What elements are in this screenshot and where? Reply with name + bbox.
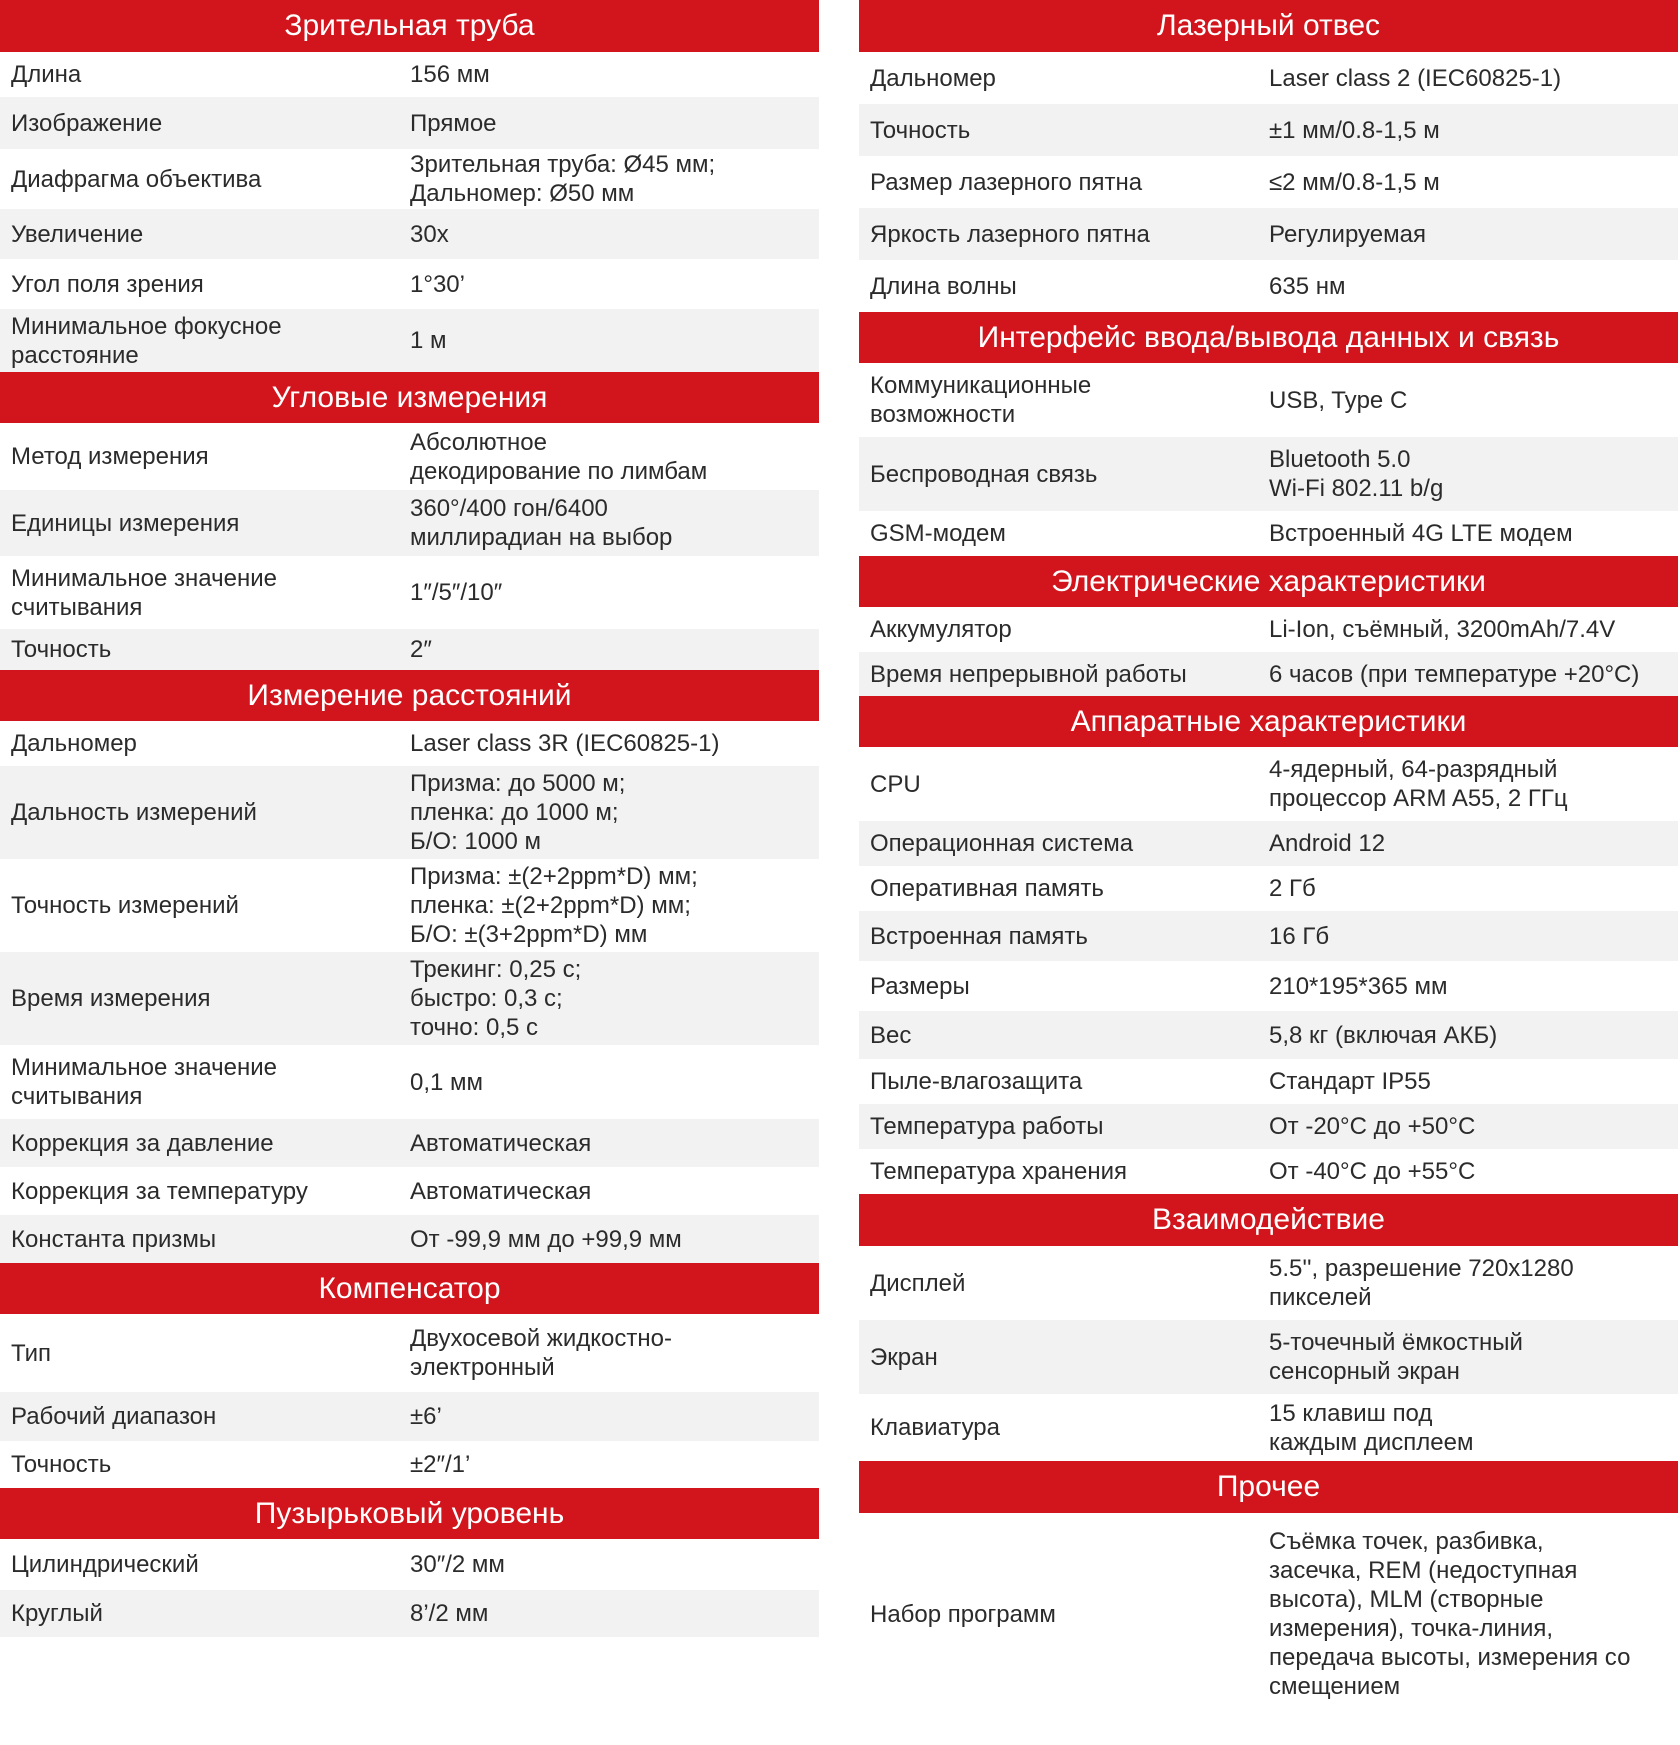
- spec-row: [0, 1167, 819, 1215]
- spec-row: [859, 208, 1678, 260]
- spec-label: Коррекция за температуру: [11, 1177, 308, 1205]
- spec-row: [859, 363, 1678, 437]
- spec-label: Дальномер: [11, 730, 137, 757]
- right-spec-column: [859, 0, 1678, 1715]
- spec-value: 8’/2 мм: [410, 1600, 489, 1627]
- spec-section: [859, 696, 1678, 1194]
- spec-row: [859, 747, 1678, 821]
- spec-value: 15 клавиш под каждым дисплеем: [1269, 1399, 1474, 1456]
- spec-label: Размер лазерного пятна: [870, 168, 1143, 196]
- spec-value: 16 Гб: [1269, 922, 1330, 950]
- spec-label: Коммуникационные возможности: [870, 372, 1092, 428]
- spec-row: [859, 1149, 1678, 1194]
- section-header: Угловые измерения: [0, 372, 819, 423]
- spec-row: [0, 259, 819, 309]
- spec-label: Встроенная память: [870, 922, 1088, 950]
- spec-value: 210*195*365 мм: [1269, 972, 1448, 1000]
- spec-section: [859, 556, 1678, 696]
- spec-row: [0, 423, 819, 490]
- spec-value: Зрительная труба: Ø45 мм; Дальномер: Ø50 мм: [410, 151, 716, 207]
- spec-value: Призма: до 5000 м; пленка: до 1000 м; Б/О: 1000 м: [410, 770, 626, 855]
- spec-label: Диафрагма объектива: [11, 165, 262, 193]
- spec-value: Стандарт IP55: [1269, 1068, 1431, 1095]
- spec-value: 30″/2 мм: [410, 1551, 505, 1578]
- spec-row: [859, 961, 1678, 1011]
- spec-row: [859, 1011, 1678, 1059]
- spec-value: Прямое: [410, 109, 497, 137]
- spec-label: Вес: [870, 1021, 912, 1049]
- spec-label: CPU: [870, 770, 921, 798]
- spec-row: [859, 1320, 1678, 1394]
- spec-value: Абсолютное декодирование по лимбам: [410, 428, 708, 485]
- spec-label: Минимальное значение считывания: [11, 1054, 277, 1110]
- spec-row: [859, 1059, 1678, 1104]
- spec-row: [859, 607, 1678, 652]
- spec-row: [0, 556, 819, 629]
- spec-section: [859, 1461, 1678, 1715]
- spec-label: Дальномер: [870, 64, 996, 92]
- section-header: Прочее: [859, 1461, 1678, 1513]
- spec-label: Минимальное фокусное расстояние: [11, 312, 282, 369]
- spec-row: [0, 629, 819, 670]
- section-header: Компенсатор: [0, 1263, 819, 1314]
- spec-row: [0, 1441, 819, 1488]
- left-spec-column: [0, 0, 819, 1637]
- spec-row: [0, 52, 819, 97]
- spec-label: Коррекция за давление: [11, 1129, 274, 1157]
- section-header: Интерфейс ввода/вывода данных и связь: [859, 312, 1678, 363]
- spec-label: Операционная система: [870, 830, 1134, 857]
- spec-label: Пыле-влагозащита: [870, 1068, 1083, 1095]
- spec-label: Рабочий диапазон: [11, 1403, 217, 1430]
- spec-label: Время измерения: [11, 985, 211, 1012]
- spec-value: Автоматическая: [410, 1129, 592, 1157]
- spec-value: 1″/5″/10″: [410, 579, 503, 606]
- section-header: Лазерный отвес: [859, 0, 1678, 52]
- spec-value: 6 часов (при температуре +20°C): [1269, 660, 1640, 688]
- spec-label: Беспроводная связь: [870, 460, 1098, 488]
- spec-label: Длина: [11, 61, 82, 88]
- spec-row: [859, 104, 1678, 156]
- spec-value: От -40°C до +55°C: [1269, 1158, 1476, 1185]
- spec-row: [0, 1119, 819, 1167]
- spec-value: 1°30’: [410, 270, 465, 298]
- section-header: Зрительная труба: [0, 0, 819, 52]
- spec-value: От -20°C до +50°C: [1269, 1113, 1476, 1140]
- spec-value: ±1 мм/0.8-1,5 м: [1269, 116, 1440, 144]
- spec-value: 4-ядерный, 64-разрядный процессор ARM A55, 2 ГГц: [1269, 756, 1568, 812]
- spec-row: [859, 1246, 1678, 1320]
- spec-value: 30х: [410, 220, 449, 248]
- spec-value: 5-точечный ёмкостный сенсорный экран: [1269, 1329, 1523, 1385]
- section-header: Взаимодействие: [859, 1194, 1678, 1246]
- spec-value: Двухосевой жидкостно- электронный: [410, 1325, 672, 1381]
- spec-row: [0, 97, 819, 149]
- spec-value: Съёмка точек, разбивка, засечка, REM (недоступная высота), MLM (створные измерения), точка-линия, передача высоты, измерения со смещением: [1269, 1528, 1631, 1700]
- spec-value: 156 мм: [410, 61, 490, 88]
- spec-value: Bluetooth 5.0 Wi-Fi 802.11 b/g: [1269, 446, 1444, 502]
- spec-section: [859, 0, 1678, 312]
- spec-label: Набор программ: [870, 1600, 1056, 1628]
- spec-value: 1 м: [410, 327, 447, 354]
- spec-label: Яркость лазерного пятна: [870, 220, 1150, 248]
- spec-value: 360°/400 гон/6400 миллирадиан на выбор: [410, 495, 673, 551]
- spec-value: 2 Гб: [1269, 875, 1316, 902]
- spec-label: Температура работы: [870, 1113, 1104, 1140]
- spec-row: [859, 52, 1678, 104]
- spec-value: Трекинг: 0,25 с; быстро: 0,3 с; точно: 0,5 с: [410, 956, 582, 1041]
- spec-value: Регулируемая: [1269, 220, 1426, 248]
- spec-row: [0, 1590, 819, 1637]
- spec-row: [859, 652, 1678, 696]
- spec-value: 5,8 кг (включая АКБ): [1269, 1021, 1498, 1049]
- spec-row: [0, 149, 819, 209]
- spec-label: Аккумулятор: [870, 616, 1012, 643]
- spec-label: Температура хранения: [870, 1158, 1127, 1185]
- spec-value: 5.5'', разрешение 720x1280 пикселей: [1269, 1255, 1574, 1311]
- section-header: Измерение расстояний: [0, 670, 819, 721]
- spec-label: Увеличение: [11, 220, 144, 248]
- spec-row: [0, 1539, 819, 1590]
- section-header: Аппаратные характеристики: [859, 696, 1678, 747]
- spec-row: [859, 511, 1678, 556]
- spec-label: Точность: [11, 1451, 112, 1478]
- spec-label: Клавиатура: [870, 1414, 1000, 1441]
- spec-label: Точность: [11, 636, 112, 663]
- spec-value: ≤2 мм/0.8-1,5 м: [1269, 168, 1440, 196]
- spec-label: Размеры: [870, 972, 970, 1000]
- spec-label: Тип: [11, 1339, 52, 1367]
- spec-label: Константа призмы: [11, 1225, 217, 1253]
- spec-row: [0, 309, 819, 372]
- spec-section: [859, 1194, 1678, 1461]
- spec-value: 2″: [410, 636, 432, 663]
- spec-label: Единицы измерения: [11, 509, 240, 537]
- spec-row: [0, 1215, 819, 1263]
- spec-label: Минимальное значение считывания: [11, 564, 277, 621]
- spec-row: [859, 1394, 1678, 1461]
- spec-value: Li-Ion, съёмный, 3200mAh/7.4V: [1269, 616, 1616, 643]
- spec-row: [859, 156, 1678, 208]
- spec-row: [859, 1104, 1678, 1149]
- spec-row: [0, 859, 819, 952]
- spec-label: Угол поля зрения: [11, 270, 204, 298]
- spec-row: [859, 437, 1678, 511]
- spec-row: [0, 490, 819, 556]
- spec-value: 0,1 мм: [410, 1068, 484, 1096]
- spec-label: Круглый: [11, 1600, 103, 1627]
- spec-label: Экран: [870, 1343, 938, 1371]
- spec-row: [0, 766, 819, 859]
- spec-label: Точность измерений: [11, 892, 239, 919]
- spec-value: ±2″/1’: [410, 1451, 471, 1478]
- spec-row: [0, 721, 819, 766]
- spec-row: [859, 260, 1678, 312]
- spec-value: Laser class 2 (IEC60825-1): [1269, 64, 1562, 92]
- spec-section: [859, 312, 1678, 556]
- spec-value: От -99,9 мм до +99,9 мм: [410, 1225, 682, 1253]
- spec-value: Встроенный 4G LTE модем: [1269, 520, 1573, 547]
- spec-row: [859, 821, 1678, 866]
- spec-value: Автоматическая: [410, 1177, 592, 1205]
- spec-value: ±6’: [410, 1403, 442, 1430]
- spec-label: GSM-модем: [870, 520, 1006, 547]
- section-header: Электрические характеристики: [859, 556, 1678, 607]
- spec-section: [0, 372, 819, 670]
- spec-label: Дисплей: [870, 1269, 966, 1297]
- spec-label: Изображение: [11, 109, 163, 137]
- spec-row: [0, 209, 819, 259]
- spec-value: Laser class 3R (IEC60825-1): [410, 730, 720, 757]
- spec-row: [859, 1513, 1678, 1715]
- section-header: Пузырьковый уровень: [0, 1488, 819, 1539]
- spec-value: Android 12: [1269, 830, 1386, 857]
- spec-label: Время непрерывной работы: [870, 660, 1187, 688]
- spec-row: [0, 1314, 819, 1392]
- spec-row: [0, 1045, 819, 1119]
- spec-label: Точность: [870, 116, 971, 144]
- spec-label: Оперативная память: [870, 875, 1104, 902]
- spec-label: Цилиндрический: [11, 1551, 199, 1578]
- spec-label: Дальность измерений: [11, 799, 257, 826]
- spec-section: [0, 1488, 819, 1637]
- spec-row: [859, 866, 1678, 911]
- spec-value: USB, Type C: [1269, 386, 1408, 414]
- spec-row: [859, 911, 1678, 961]
- spec-value: 635 нм: [1269, 272, 1346, 300]
- spec-row: [0, 1392, 819, 1441]
- spec-section: [0, 0, 819, 372]
- spec-value: Призма: ±(2+2ppm*D) мм; пленка: ±(2+2ppm*D) мм; Б/О: ±(3+2ppm*D) мм: [410, 863, 698, 948]
- spec-section: [0, 1263, 819, 1488]
- spec-section: [0, 670, 819, 1263]
- spec-label: Метод измерения: [11, 443, 209, 470]
- spec-label: Длина волны: [870, 272, 1017, 300]
- spec-row: [0, 952, 819, 1045]
